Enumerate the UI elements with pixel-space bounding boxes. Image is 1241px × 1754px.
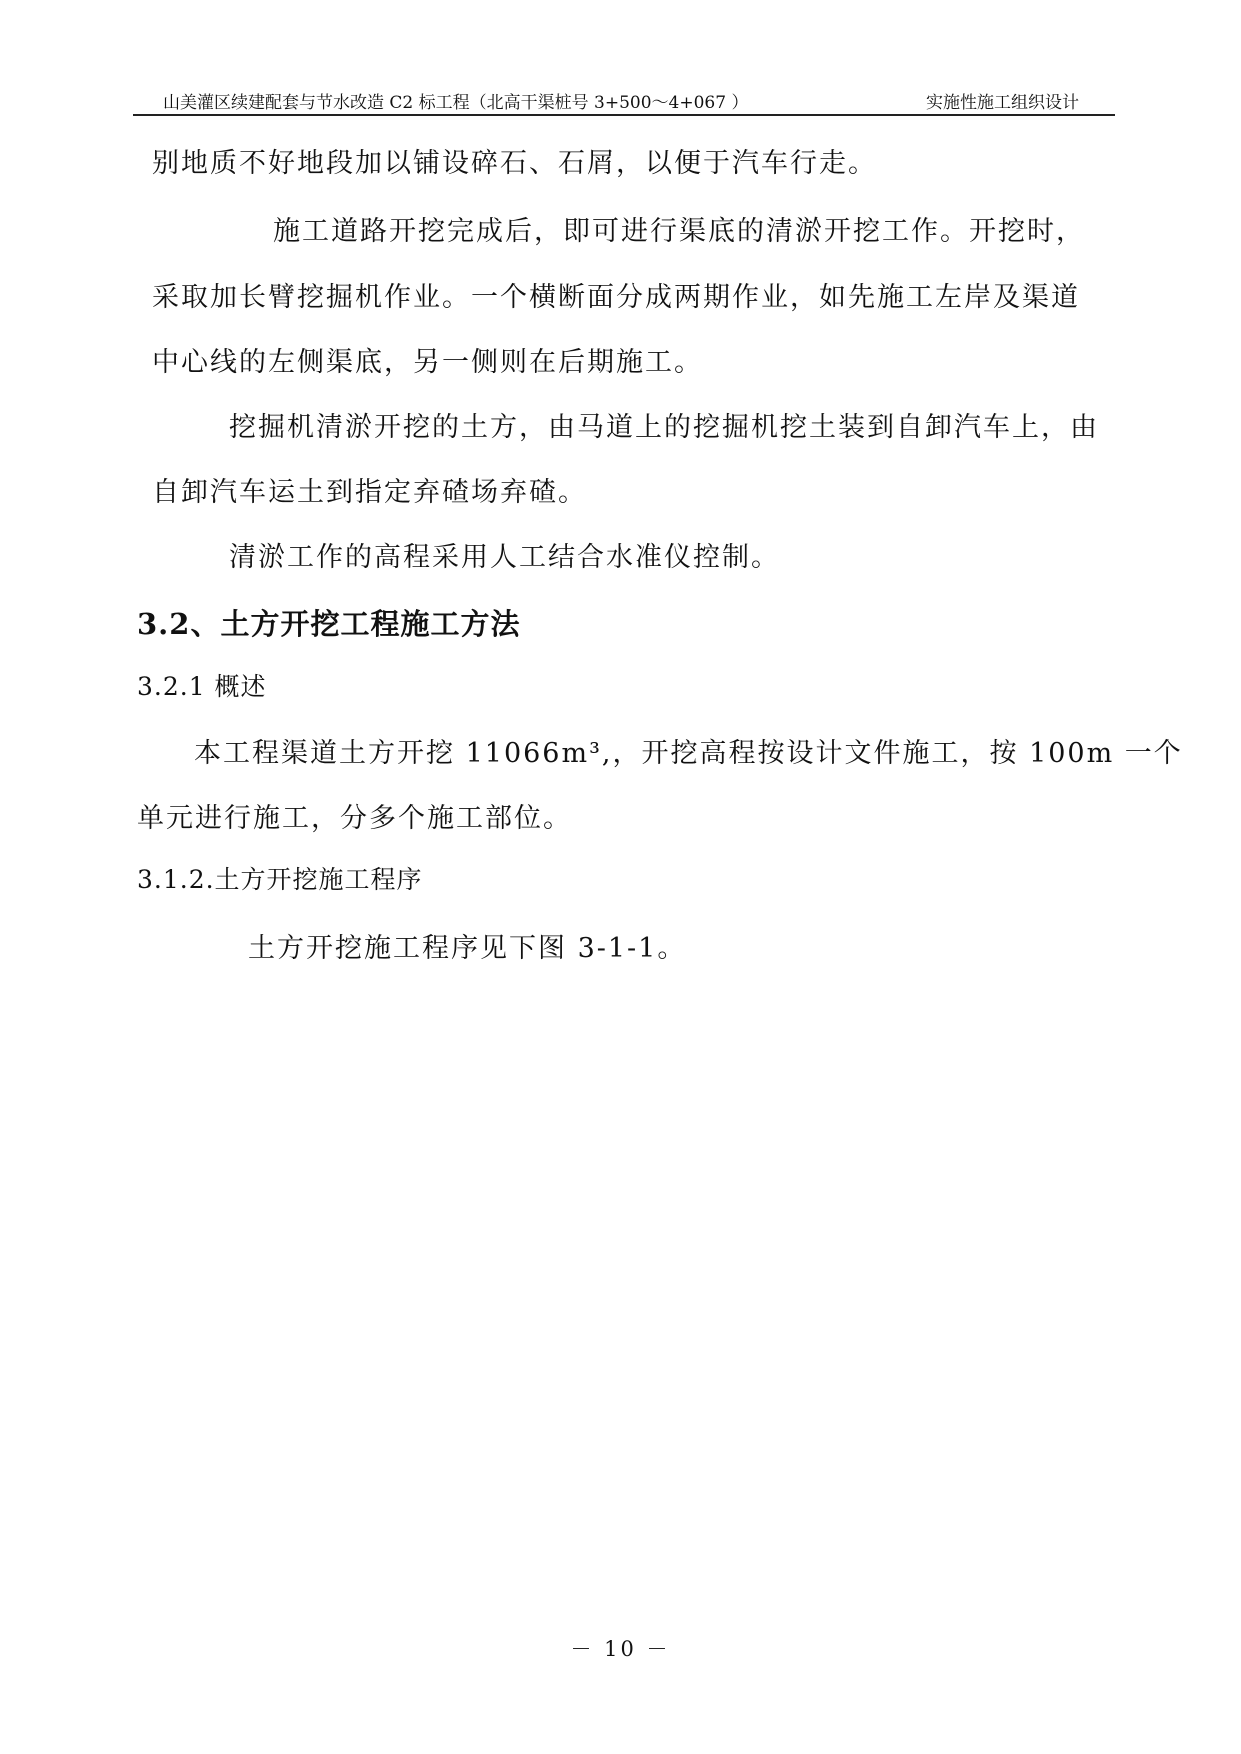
page-header bbox=[133, 84, 1115, 116]
paragraph-4: 清淤工作的高程采用人工结合水准仪控制。 bbox=[229, 542, 780, 573]
paragraph-5-line-1: 本工程渠道土方开挖 11066m³,，开挖高程按设计文件施工，按 100m 一个 bbox=[194, 738, 1183, 769]
header-project-title: 山美灌区续建配套与节水改造 C2 标工程（北高干渠桩号 3+500～4+067 ） bbox=[163, 93, 749, 113]
section-heading: 3.2、土方开挖工程施工方法 bbox=[137, 607, 521, 641]
paragraph-2-line-2: 采取加长臂挖掘机作业。一个横断面分成两期作业，如先施工左岸及渠道 bbox=[152, 282, 1080, 313]
paragraph-3-line-1: 挖掘机清淤开挖的土方，由马道上的挖掘机挖土装到自卸汽车上，由 bbox=[229, 412, 1099, 443]
body-line-1: 别地质不好地段加以铺设碎石、石屑，以便于汽车行走。 bbox=[152, 148, 877, 179]
paragraph-5-line-2: 单元进行施工，分多个施工部位。 bbox=[137, 803, 572, 834]
paragraph-3-line-2: 自卸汽车运土到指定弃碴场弃碴。 bbox=[152, 477, 587, 508]
subsection-heading-procedure: 3.1.2.土方开挖施工程序 bbox=[137, 865, 423, 894]
paragraph-6: 土方开挖施工程序见下图 3-1-1。 bbox=[248, 933, 687, 964]
page-number: － 10 － bbox=[570, 1637, 671, 1661]
paragraph-2-line-3: 中心线的左侧渠底，另一侧则在后期施工。 bbox=[152, 347, 703, 378]
header-document-type: 实施性施工组织设计 bbox=[926, 93, 1079, 113]
subsection-heading-overview: 3.2.1 概述 bbox=[137, 672, 267, 701]
paragraph-2-line-1: 施工道路开挖完成后，即可进行渠底的清淤开挖工作。开挖时， bbox=[273, 216, 1085, 247]
